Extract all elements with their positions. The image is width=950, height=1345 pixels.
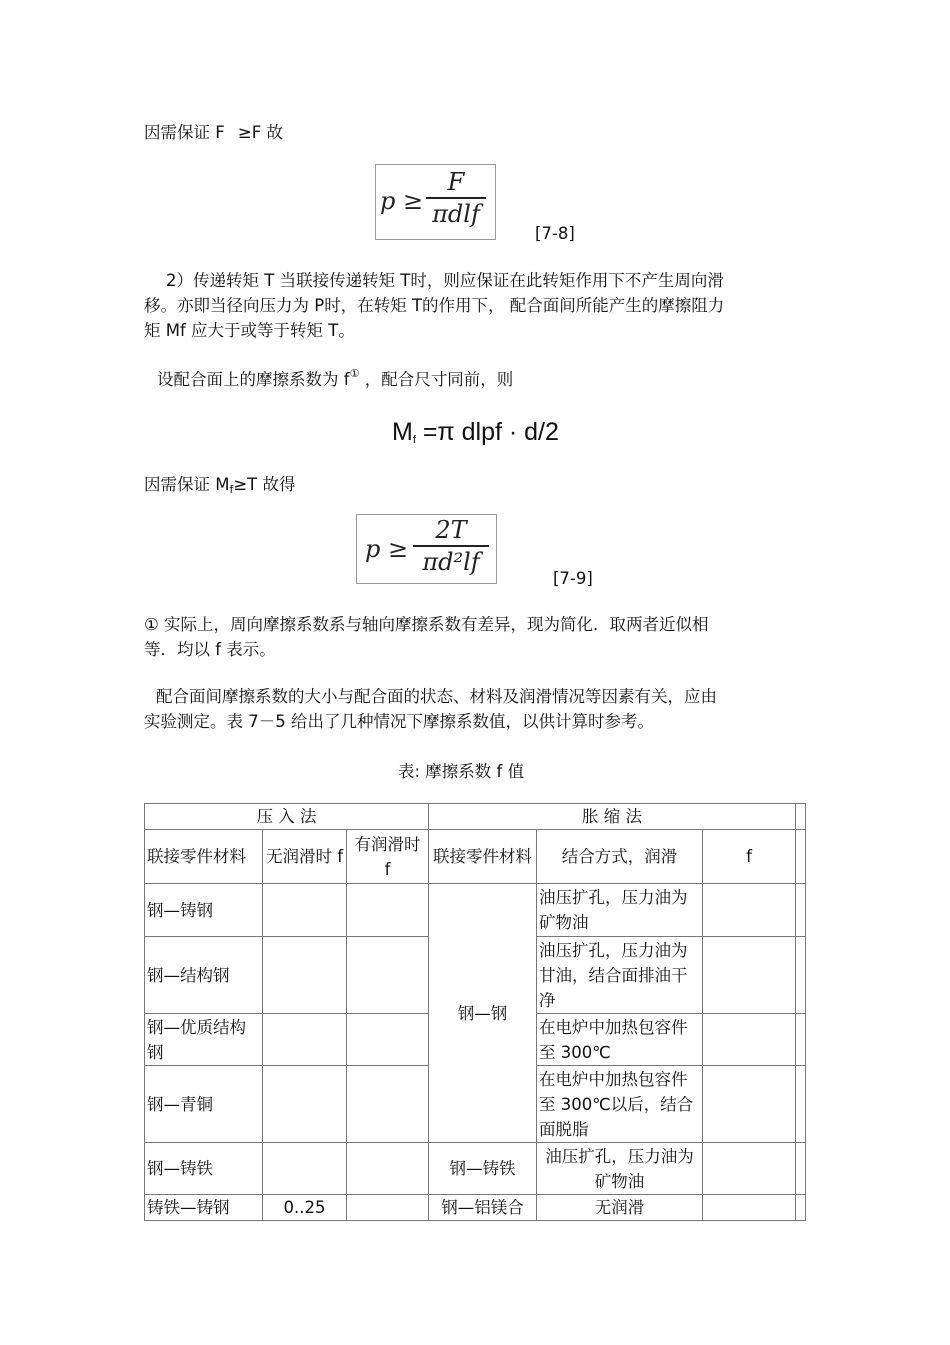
- header-dry: 无润滑时 f: [263, 830, 347, 884]
- cell-f: [703, 884, 796, 937]
- formula-7-9-lhs: p ≥: [365, 535, 409, 563]
- cell-wet: [347, 1195, 429, 1221]
- cell-wet: [347, 1143, 429, 1195]
- cell-f: [703, 1066, 796, 1143]
- paragraph-3: [157, 366, 513, 390]
- footnote-line-2: 等．均以 f 表示。: [144, 640, 276, 659]
- cell-wet: [347, 884, 429, 937]
- cell-method: 在电炉中加热包容件至 300℃: [537, 1014, 703, 1066]
- formula-mf-sub: f: [412, 434, 416, 446]
- cell-wet: [347, 1066, 429, 1143]
- formula-7-8: [375, 164, 496, 240]
- edge-cell: [796, 884, 806, 937]
- paragraph-2: [144, 268, 724, 343]
- footnote: [144, 612, 709, 662]
- cell-dry: [263, 1014, 347, 1066]
- edge-cell: [796, 1195, 806, 1221]
- formula-7-8-label: [7-8]: [535, 224, 575, 243]
- formula-7-9-bar: [413, 545, 489, 547]
- formula-mf: [392, 418, 559, 447]
- cell-wet: [347, 937, 429, 1014]
- cell-f: [703, 1143, 796, 1195]
- cell-dry: [263, 884, 347, 937]
- cell-dry: [263, 937, 347, 1014]
- cell-dry: [263, 1143, 347, 1195]
- formula-mf-rest: =π dlpf · d/2: [415, 418, 559, 446]
- group-header-shrink: 胀 缩 法: [429, 804, 796, 830]
- edge-cell: [796, 1014, 806, 1066]
- cell-f: [703, 937, 796, 1014]
- cell-dry: [263, 1066, 347, 1143]
- edge-cell: [796, 1143, 806, 1195]
- table-row: [145, 884, 806, 937]
- cell-dry: 0..25: [263, 1195, 347, 1221]
- line4-sub: f: [229, 483, 234, 496]
- paragraph-3-rest: ，配合尺寸同前，则: [364, 370, 514, 389]
- edge-cell: [796, 804, 806, 830]
- edge-cell: [796, 937, 806, 1014]
- header-wet: 有润滑时 f: [347, 830, 429, 884]
- table-row: [145, 1195, 806, 1221]
- cell-material-right: 钢—铸铁: [429, 1143, 537, 1195]
- header-material-left: 联接零件材料: [145, 830, 263, 884]
- group-header-press: 压 入 法: [145, 804, 429, 830]
- paragraph-5-line-2: 实验测定。表 7－5 给出了几种情况下摩擦系数值，以供计算时参考。: [144, 712, 654, 731]
- paragraph-5: [144, 684, 717, 734]
- formula-7-8-fraction: [426, 169, 486, 227]
- line1-text: 因需保证 F≥F 故: [144, 123, 283, 142]
- edge-cell: [796, 830, 806, 884]
- table-caption: 表: 摩擦系数 f 值: [398, 762, 525, 781]
- paragraph-3-text: 设配合面上的摩擦系数为 f: [157, 370, 350, 389]
- cell-material: 钢—优质结构钢: [145, 1014, 263, 1066]
- cell-method: 油压扩孔，压力油为矿物油: [537, 1143, 703, 1195]
- table-row: [145, 1143, 806, 1195]
- formula-7-9-fraction: [413, 517, 489, 575]
- header-f: f: [703, 830, 796, 884]
- cell-f: [703, 1014, 796, 1066]
- cell-material-right: 钢—铝镁合: [429, 1195, 537, 1221]
- cell-wet: [347, 1014, 429, 1066]
- formula-7-8-bar: [426, 197, 486, 199]
- formula-7-9: [356, 514, 497, 584]
- edge-cell: [796, 1066, 806, 1143]
- formula-mf-m: M: [392, 418, 413, 446]
- paragraph-2-line-3: 矩 Mf 应大于或等于转矩 T。: [144, 321, 355, 340]
- cell-method: 无润滑: [537, 1195, 703, 1221]
- line4-a: 因需保证 M: [144, 475, 230, 494]
- formula-7-9-denominator: πd²lf: [422, 548, 480, 576]
- formula-7-8-lhs: p ≥: [380, 187, 424, 215]
- footnote-line-1: ① 实际上，周向摩擦系数系与轴向摩擦系数有差异，现为简化．取两者近似相: [144, 615, 709, 634]
- cell-material: 铸铁—铸钢: [145, 1195, 263, 1221]
- cell-material: 钢—结构钢: [145, 937, 263, 1014]
- cell-material: 钢—青铜: [145, 1066, 263, 1143]
- header-material-right: 联接零件材料: [429, 830, 537, 884]
- paragraph-5-line-1: 配合面间摩擦系数的大小与配合面的状态、材料及润滑情况等因素有关，应由: [156, 687, 717, 706]
- cell-material-right: 钢—钢: [429, 884, 537, 1143]
- cell-method: 在电炉中加热包容件至 300℃以后，结合面脱脂: [537, 1066, 703, 1143]
- text-line-1: [144, 119, 283, 144]
- friction-table: [144, 803, 806, 1221]
- cell-method: 油压扩孔，压力油为甘油，结合面排油干净: [537, 937, 703, 1014]
- formula-7-9-label: [7-9]: [553, 569, 593, 588]
- cell-material: 钢—铸铁: [145, 1143, 263, 1195]
- cell-method: 油压扩孔，压力油为矿物油: [537, 884, 703, 937]
- header-method: 结合方式，润滑: [537, 830, 703, 884]
- line4-b: ≥T 故得: [233, 475, 296, 494]
- text-line-4: [144, 471, 296, 495]
- cell-f: [703, 1195, 796, 1221]
- footnote-marker: ①: [349, 367, 360, 380]
- cell-material: 钢—铸钢: [145, 884, 263, 937]
- formula-7-8-denominator: πdlf: [432, 200, 480, 228]
- formula-7-9-numerator: 2T: [435, 516, 467, 544]
- paragraph-2-line-2: 移。亦即当径向压力为 P时，在转矩 T的作用下， 配合面间所能产生的摩擦阻力: [144, 296, 725, 315]
- formula-7-8-numerator: F: [447, 168, 465, 196]
- paragraph-2-line-1: 2）传递转矩 T 当联接传递转矩 T时，则应保证在此转矩作用下不产生周向滑: [166, 271, 724, 290]
